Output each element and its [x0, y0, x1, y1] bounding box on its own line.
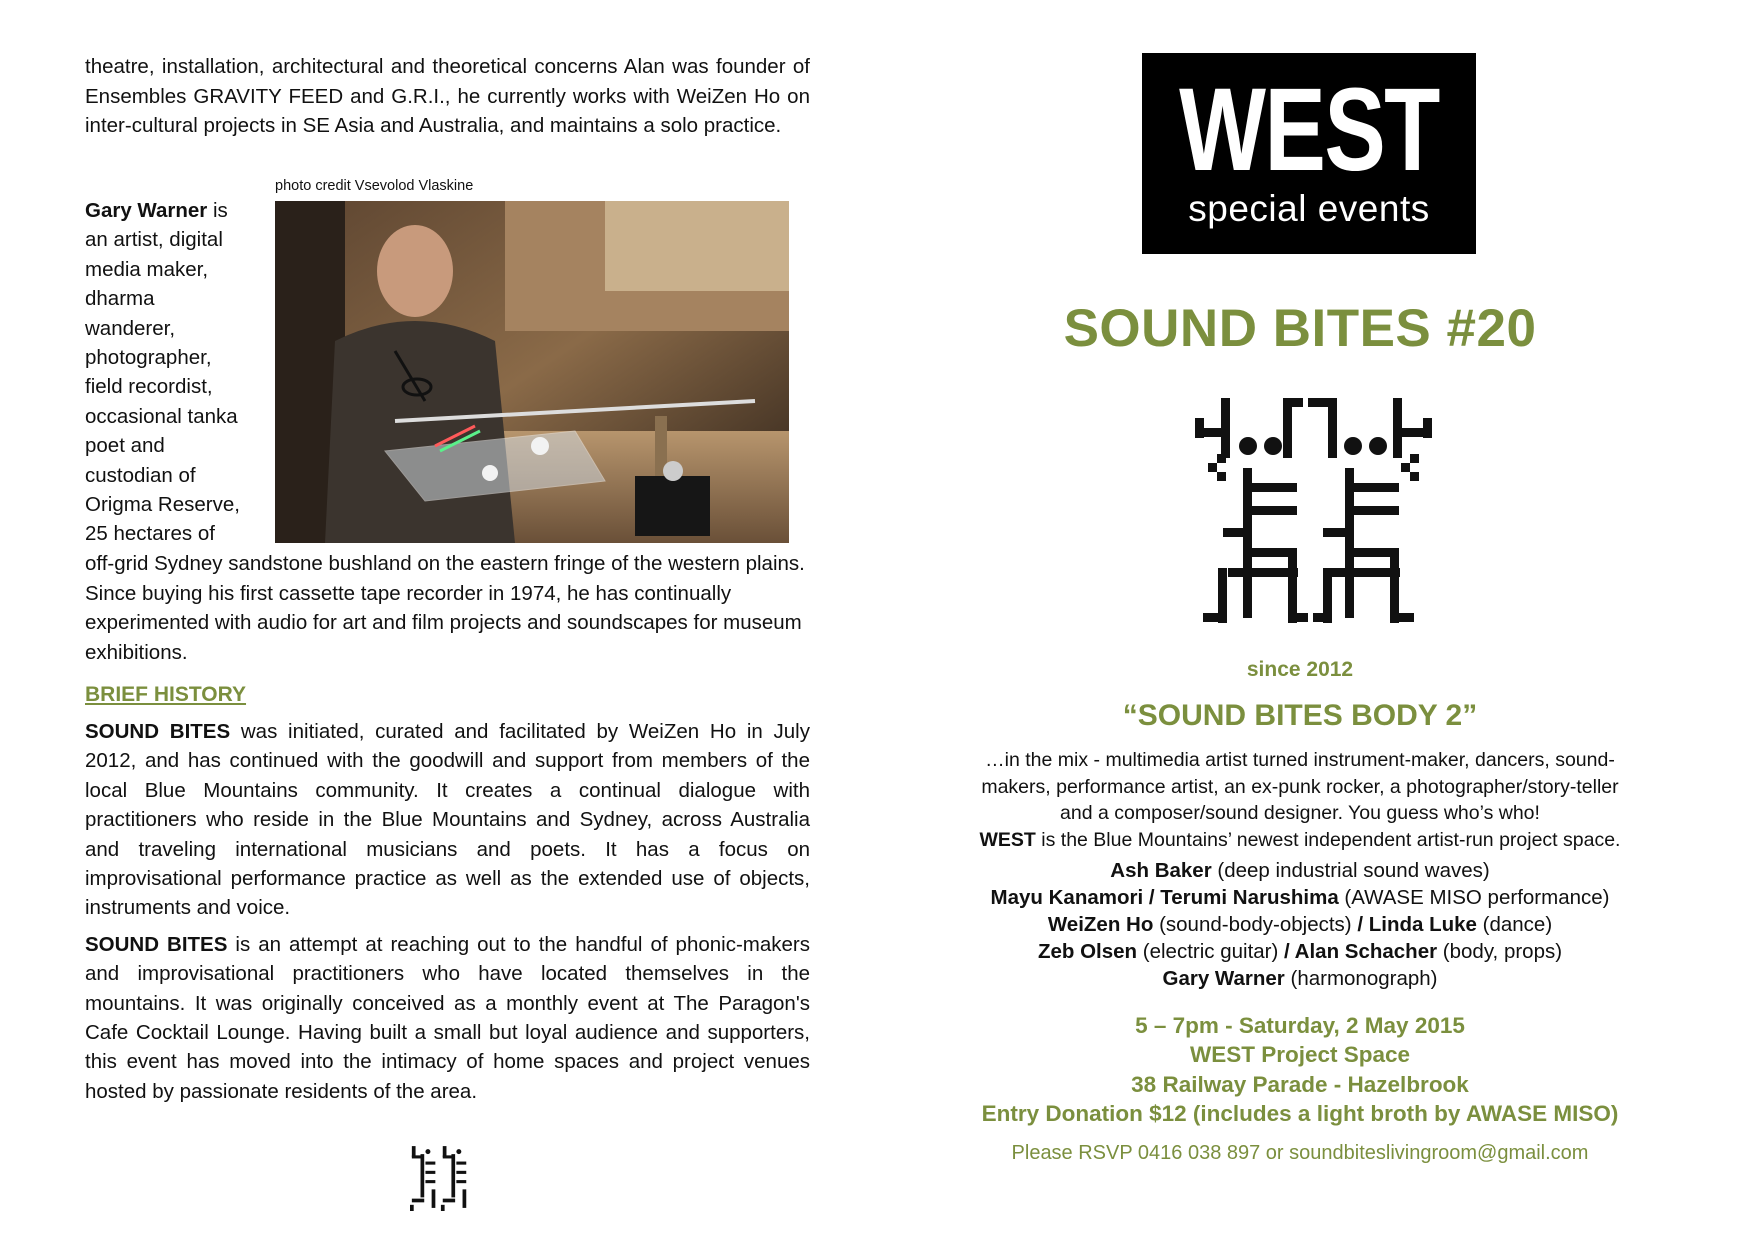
gary-line: field recordist,: [85, 375, 213, 399]
west-logo-sub: special events: [1188, 188, 1430, 229]
brief-history-body: [85, 717, 810, 1113]
west-logo: [1142, 53, 1476, 254]
event-blurb: [930, 747, 1670, 853]
performer-name: / Linda Luke: [1357, 913, 1477, 936]
performer-name: Zeb Olsen: [1037, 940, 1138, 963]
performer-role: (harmonograph): [1284, 967, 1438, 990]
event-subtitle: “SOUND BITES BODY 2”: [1122, 699, 1478, 732]
blurb-line: makers, performance artist, an ex-punk rocker, a photographer/story-teller: [981, 775, 1619, 798]
event-entry: Entry Donation $12 (includes a light broth by AWASE MISO): [981, 1100, 1619, 1126]
gary-line: photographer,: [85, 346, 212, 370]
gary-line-0: is: [207, 199, 228, 222]
blurb-line: and a composer/sound designer. You guess who’s who!: [1060, 802, 1540, 824]
performer-role: (dance): [1476, 913, 1553, 936]
performer-name: Mayu Kanamori / Terumi Narushima: [990, 886, 1339, 909]
gary-line: occasional tanka: [85, 404, 238, 428]
event-time: 5 – 7pm - Saturday, 2 May 2015: [1135, 1013, 1465, 1038]
lineup-item: [900, 857, 1700, 884]
gary-line: Origma Reserve,: [85, 493, 240, 517]
gary-line: wanderer,: [85, 316, 176, 340]
event-venue: WEST Project Space: [1189, 1042, 1411, 1068]
event-details: [900, 1011, 1700, 1128]
gary-line: custodian of: [85, 463, 196, 487]
performer-name: WeiZen Ho: [1047, 913, 1154, 936]
blurb-last-line: [930, 827, 1670, 854]
history-paragraph-2: [85, 930, 810, 1106]
history-p2-bold: SOUND BITES: [85, 932, 228, 956]
gary-bio-continued: off-grid Sydney sandstone bushland on the eastern fringe of the western plains. Since buying his first cassette tape recorder in 1974, he has continually experimented with audio for art and film projects and soundscapes for museum exhibitions.: [85, 552, 805, 664]
history-paragraph-1: [85, 717, 810, 923]
gary-line: media maker,: [85, 257, 209, 281]
lineup-item: [900, 911, 1700, 938]
performer-photo: [275, 201, 789, 543]
performer-role: (electric guitar): [1137, 940, 1285, 963]
history-p1-text: was initiated, curated and facilitated by WeiZen Ho in July 2012, and has continued with the goodwill and support from members of the local Blue Mountains community. It creates a continual dialogue with practitioners who reside in the Blue Mountains and Sydney, across Australia and traveling international musicians and poets. It has a focus on improvisational performance practice as well as the extended use of objects, instruments and voice.: [85, 720, 810, 920]
figures-logo-icon: [1173, 388, 1455, 636]
performer-role: (deep industrial sound waves): [1211, 859, 1490, 882]
gary-line: 25 hectares of: [85, 522, 215, 546]
figures-small-icon: [405, 1143, 483, 1211]
lineup-item: [900, 938, 1700, 965]
gary-bio-wrapped: [85, 196, 275, 549]
since-year: since 2012: [1246, 658, 1354, 681]
performer-photo-icon: [275, 201, 789, 543]
rsvp-contact: Please RSVP 0416 038 897 or soundbiteslivingroom@gmail.com: [1011, 1142, 1589, 1164]
history-p2-text: is an attempt at reaching out to the handful of phonic-makers and improvisational practitioners who have located themselves in the mountains. It was originally conceived as a monthly event at The Paragon's Cafe Cocktail Lounge. Having built a small but loyal audience and supporters, this event has moved into the intimacy of home spaces and project venues hosted by passionate residents of the area.: [85, 932, 810, 1103]
blurb-last: is the Blue Mountains’ newest independent artist-run project space.: [1035, 828, 1621, 851]
history-p1-bold: SOUND BITES: [85, 720, 231, 743]
performer-role: (sound-body-objects): [1153, 913, 1358, 936]
performer-name: Gary Warner: [1162, 967, 1285, 990]
photo-credit: photo credit Vsevolod Vlaskine: [275, 178, 474, 194]
gary-line: dharma: [85, 287, 155, 311]
brief-history-heading: BRIEF HISTORY: [85, 683, 247, 706]
lineup-item: [900, 965, 1700, 992]
gary-line: an artist, digital: [85, 228, 223, 252]
blurb-line: …in the mix - multimedia artist turned instrument-maker, dancers, sound-: [985, 749, 1615, 771]
blurb-west: WEST: [979, 828, 1036, 851]
performer-name: Ash Baker: [1110, 859, 1212, 882]
sound-bites-figures-logo-small: [405, 1143, 483, 1211]
performer-role: (AWASE MISO performance): [1338, 886, 1610, 909]
performer-lineup: [900, 857, 1700, 992]
sound-bites-figures-logo: [1173, 388, 1455, 636]
west-logo-main: WEST: [1179, 64, 1439, 196]
intro-paragraph: [85, 52, 810, 141]
gary-line: poet and: [85, 434, 165, 458]
event-address: 38 Railway Parade - Hazelbrook: [1131, 1071, 1469, 1097]
performer-role: (body, props): [1437, 940, 1563, 963]
gary-name: Gary Warner: [85, 199, 208, 222]
lineup-item: [900, 884, 1700, 911]
event-title: SOUND BITES #20: [1063, 299, 1537, 358]
performer-name: / Alan Schacher: [1284, 940, 1438, 963]
intro-text: theatre, installation, architectural and theoretical concerns Alan was founder of Ensembles GRAVITY FEED and G.R.I., he currently works with WeiZen Ho on inter-cultural projects in SE Asia and Australia, and maintains a solo practice.: [85, 55, 810, 137]
